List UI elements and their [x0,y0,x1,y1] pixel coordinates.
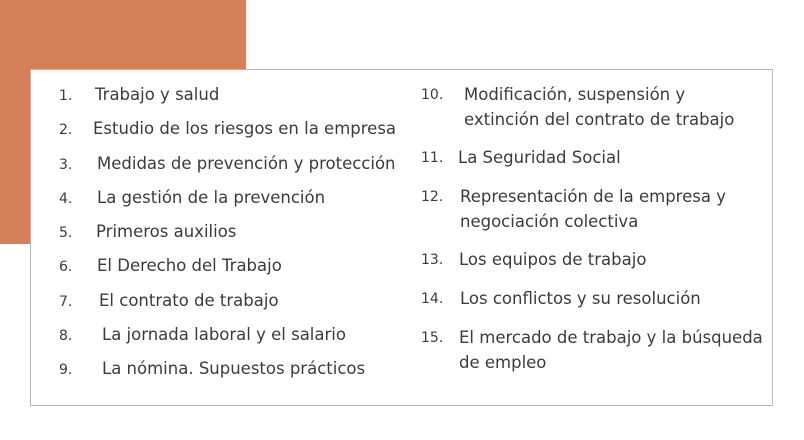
toc-item-9 [59,359,429,393]
toc-item-15 [421,323,766,377]
toc-item-13 [421,245,766,274]
toc-item-title: Estudio de los riesgos en la empresa [93,119,397,139]
toc-item-number: 9. [59,362,73,379]
toc-item-number: 5. [59,225,73,242]
toc-item-title: Modificación, suspensión y [464,85,686,104]
toc-right-column [421,84,766,390]
toc-item-number: 12. [421,189,444,205]
toc-left-column [59,85,429,394]
toc-item-6 [59,256,429,290]
toc-item-number: 14. [421,291,444,307]
toc-item-title: El contrato de trabajo [99,290,279,310]
toc-item-number: 7. [59,293,73,310]
toc-item-3 [59,154,429,188]
toc-item-number: 11. [421,150,444,166]
toc-item-title: La nómina. Supuestos prácticos [102,359,366,379]
toc-item-number: 10. [421,87,444,103]
toc-item-title: Primeros auxilios [96,222,237,242]
toc-item-number: 6. [59,259,73,276]
toc-item-title: El Derecho del Trabajo [97,256,282,276]
toc-item-7 [59,291,429,325]
toc-item-number: 4. [59,190,73,207]
toc-item-4 [59,188,429,222]
toc-item-title: Representación de la empresa y [460,187,726,206]
toc-item-number: 13. [421,252,444,268]
toc-item-title: Trabajo y salud [95,85,220,104]
toc-item-number: 1. [59,88,73,104]
toc-item-number: 3. [59,156,73,173]
toc-item-11 [421,143,766,172]
toc-item-14 [421,284,766,313]
toc-item-5 [59,222,429,256]
toc-item-1 [59,85,429,119]
toc-item-title: El mercado de trabajo y la búsqueda [459,328,763,347]
toc-item-number: 8. [59,328,73,345]
toc-item-title: Medidas de prevención y protección [97,153,396,173]
toc-item-number: 15. [421,330,444,346]
toc-item-title: La jornada laboral y el salario [102,325,346,345]
table-of-contents [30,69,773,406]
toc-item-title: Los conflictos y su resolución [460,289,701,308]
toc-item-title: La Seguridad Social [458,148,621,167]
toc-item-title-continued: extinción del contrato de trabajo [464,110,735,129]
toc-item-title-continued: negociación colectiva [460,212,639,231]
toc-item-12 [421,182,766,236]
toc-item-title: Los equipos de trabajo [459,250,647,269]
toc-item-title-continued: de empleo [459,353,547,372]
toc-item-number: 2. [59,122,73,139]
toc-item-10 [421,80,766,134]
toc-item-8 [59,325,429,359]
toc-item-2 [59,119,429,153]
toc-item-title: La gestión de la prevención [97,187,326,207]
